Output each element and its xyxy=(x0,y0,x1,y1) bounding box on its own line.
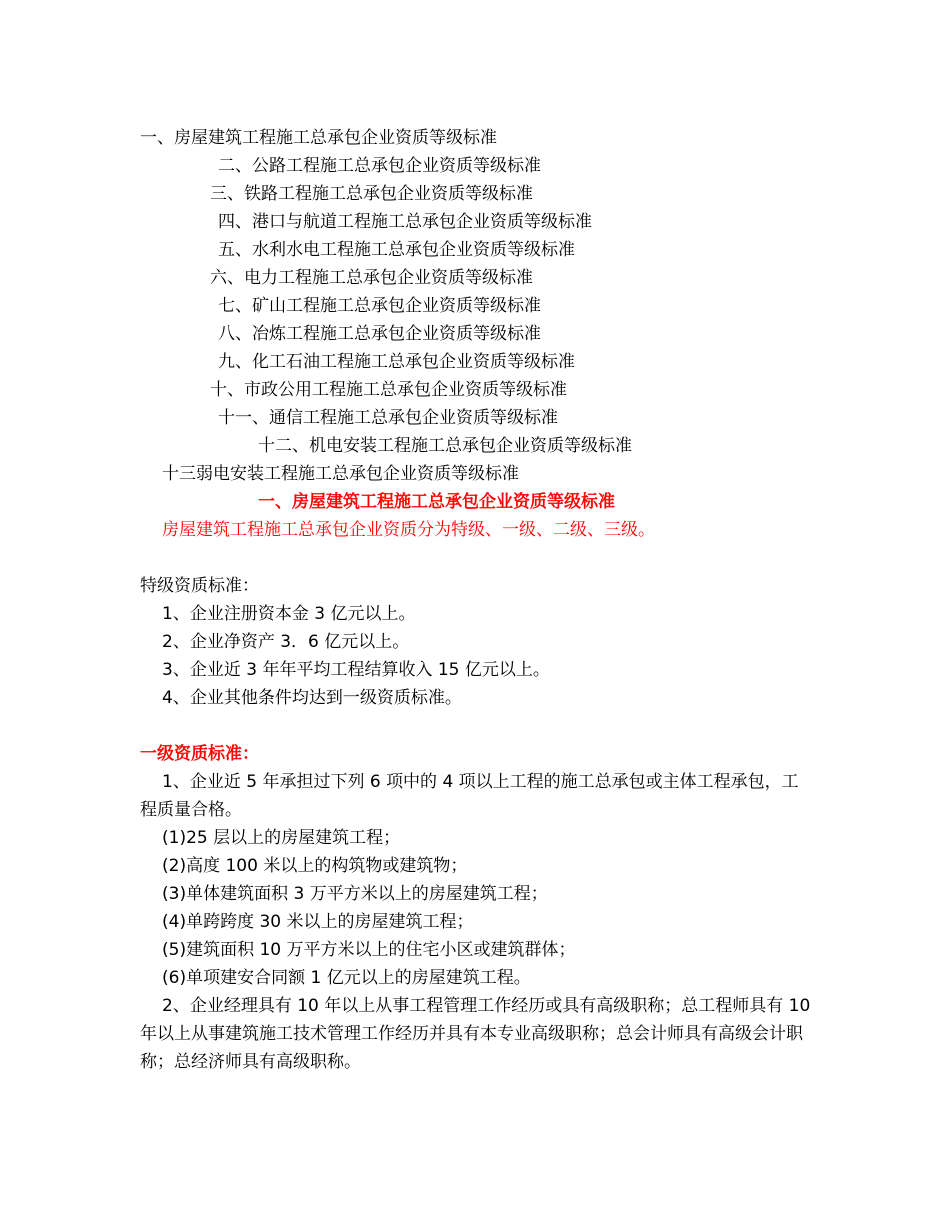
grade1-subitem-3: (3)单体建筑面积 3 万平方米以上的房屋建筑工程； xyxy=(162,884,548,904)
section-intro: 房屋建筑工程施工总承包企业资质分为特级、一级、二级、三级。 xyxy=(162,520,655,540)
toc-item-11: 十一、通信工程施工总承包企业资质等级标准 xyxy=(218,408,558,428)
toc-item-6: 六、电力工程施工总承包企业资质等级标准 xyxy=(210,268,533,288)
toc-item-9: 九、化工石油工程施工总承包企业资质等级标准 xyxy=(218,352,575,372)
grade1-title: 一级资质标准： xyxy=(140,744,259,764)
grade1-subitem-2: (2)高度 100 米以上的构筑物或建筑物； xyxy=(162,856,468,876)
toc-item-5: 五、水利水电工程施工总承包企业资质等级标准 xyxy=(218,240,575,260)
special-item-2: 2、企业净资产 3．6 亿元以上。 xyxy=(162,632,410,652)
toc-item-10: 十、市政公用工程施工总承包企业资质等级标准 xyxy=(210,380,567,400)
special-item-1: 1、企业注册资本金 3 亿元以上。 xyxy=(162,604,416,624)
special-grade-title: 特级资质标准： xyxy=(140,576,259,596)
toc-item-12: 十二、机电安装工程施工总承包企业资质等级标准 xyxy=(258,436,632,456)
grade1-item-2: 2、企业经理具有 10 年以上从事工程管理工作经历或具有高级职称；总工程师具有 10 年以上从事建筑施工技术管理工作经历并具有本专业高级职称；总会计师具有高级会计职称；总经济师具有高级职称。 xyxy=(140,996,811,1072)
grade1-subitem-1: (1)25 层以上的房屋建筑工程； xyxy=(162,828,401,848)
toc-item-8: 八、冶炼工程施工总承包企业资质等级标准 xyxy=(218,324,541,344)
grade1-subitem-6: (6)单项建安合同额 1 亿元以上的房屋建筑工程。 xyxy=(162,968,531,988)
grade1-item-1: 1、企业近 5 年承担过下列 6 项中的 4 项以上工程的施工总承包或主体工程承包，工程质量合格。 xyxy=(140,772,799,820)
special-item-4: 4、企业其他条件均达到一级资质标准。 xyxy=(162,688,462,708)
toc-item-7: 七、矿山工程施工总承包企业资质等级标准 xyxy=(218,296,541,316)
toc-item-1: 一、房屋建筑工程施工总承包企业资质等级标准 xyxy=(140,128,497,148)
toc-item-3: 三、铁路工程施工总承包企业资质等级标准 xyxy=(210,184,533,204)
section-heading: 一、房屋建筑工程施工总承包企业资质等级标准 xyxy=(258,492,615,512)
toc-item-2: 二、公路工程施工总承包企业资质等级标准 xyxy=(218,156,541,176)
toc-item-13: 十三弱电安装工程施工总承包企业资质等级标准 xyxy=(162,464,519,484)
special-item-3: 3、企业近 3 年年平均工程结算收入 15 亿元以上。 xyxy=(162,660,550,680)
toc-item-4: 四、港口与航道工程施工总承包企业资质等级标准 xyxy=(218,212,592,232)
grade1-subitem-5: (5)建筑面积 10 万平方米以上的住宅小区或建筑群体； xyxy=(162,940,576,960)
grade1-subitem-4: (4)单跨跨度 30 米以上的房屋建筑工程； xyxy=(162,912,474,932)
